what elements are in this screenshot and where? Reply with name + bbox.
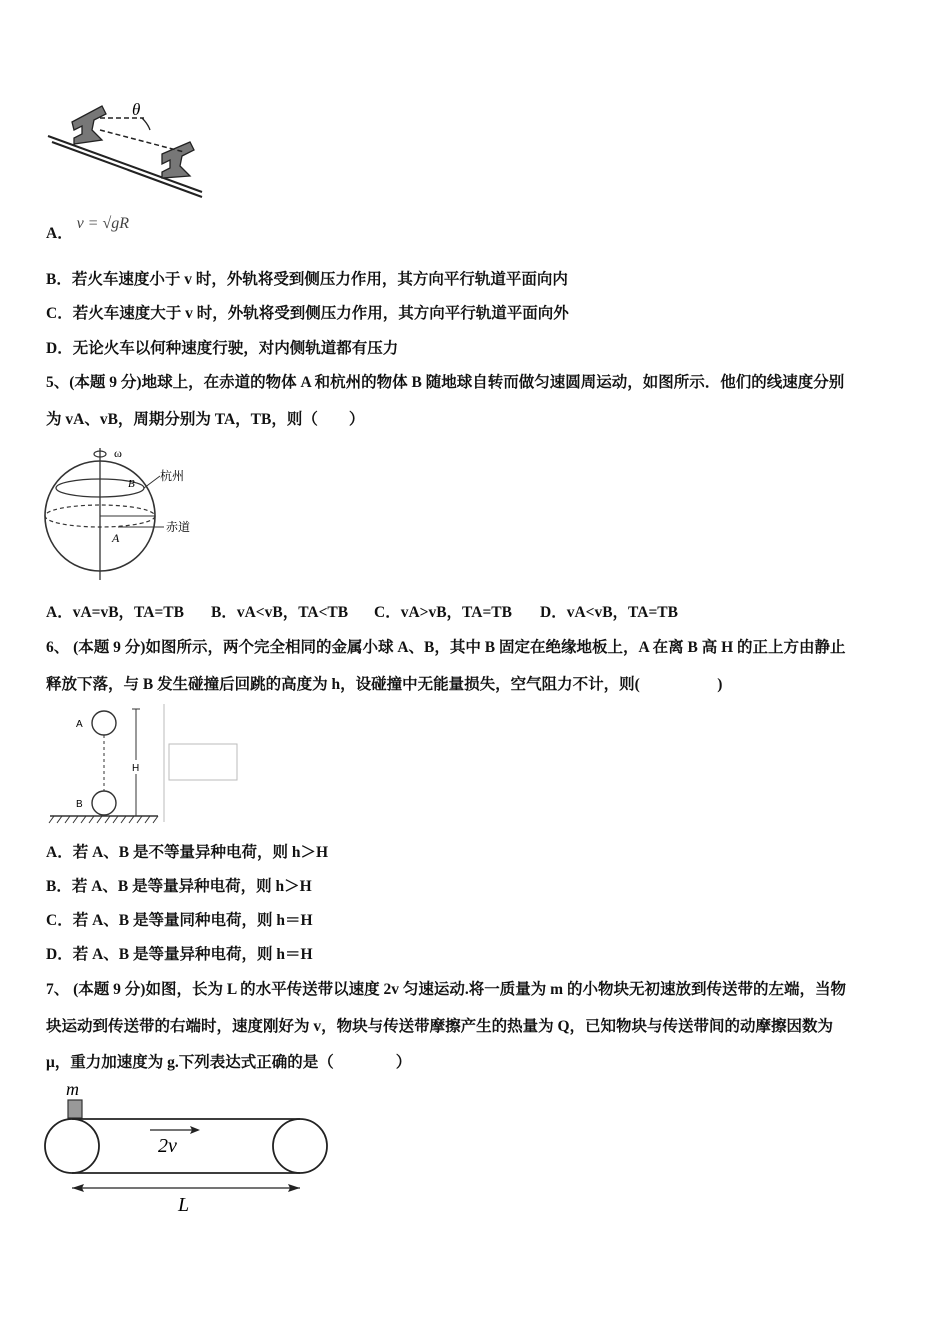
- q5-stem-line1: 5、(本题 9 分)地球上，在赤道的物体 A 和杭州的物体 B 随地球自转而做匀速圆周运动，如图所示．他们的线速度分别: [46, 374, 845, 391]
- mass-m-label: m: [66, 1079, 79, 1099]
- q6-option-d: D．若 A、B 是等量异种电荷，则 h＝H: [46, 946, 313, 963]
- q6-stem-line1: 6、 (本题 9 分)如图所示，两个完全相同的金属小球 A、B，其中 B 固定在绝缘地板上，A 在离 B 高 H 的正上方由静止: [46, 639, 846, 656]
- q4-option-a: [46, 215, 130, 244]
- q6-option-a: A．若 A、B 是不等量异种电荷，则 h＞H: [46, 844, 329, 861]
- earth-rotation-figure: [44, 440, 200, 582]
- length-l-label: L: [178, 1194, 190, 1216]
- q5-option-b: B．vA<vB，TA<TB: [211, 604, 349, 621]
- q7-stem-line3: μ，重力加速度为 g.下列表达式正确的是（ ）: [46, 1054, 412, 1071]
- q5-option-d: D．vA<vB，TA=TB: [540, 604, 678, 621]
- conveyor-belt-figure: [40, 1078, 340, 1216]
- hangzhou-label: 杭州: [160, 469, 185, 483]
- height-h-label: H: [132, 763, 140, 774]
- q6-stem-line2: 释放下落，与 B 发生碰撞后回跳的高度为 h，设碰撞中无能量损失，空气阻力不计，则( ): [46, 676, 723, 693]
- ball-a-label: A: [76, 719, 83, 730]
- point-a-label: A: [112, 531, 120, 545]
- q6-option-b: B．若 A、B 是等量异种电荷，则 h＞H: [46, 878, 312, 895]
- equator-label: 赤道: [166, 520, 191, 534]
- q7-stem-line2: 块运动到传送带的右端时，速度刚好为 v，物块与传送带摩擦产生的热量为 Q，已知物块与传送带间的动摩擦因数为: [46, 1018, 834, 1035]
- q5-option-c: C．vA>vB，TA=TB: [374, 604, 512, 621]
- q4-option-c: C．若火车速度大于 v 时，外轨将受到侧压力作用，其方向平行轨道平面向外: [46, 305, 569, 322]
- speed-2v-label: 2v: [158, 1135, 177, 1157]
- two-balls-figure: [46, 704, 246, 828]
- q5-stem-line2: 为 vA、vB，周期分别为 TA，TB，则（ ）: [46, 411, 365, 428]
- theta-label: θ: [132, 100, 141, 119]
- point-b-label: B: [128, 478, 135, 490]
- formula-v-sqrt-gR: v = √gR: [76, 215, 130, 232]
- q4-option-b: B．若火车速度小于 v 时，外轨将受到侧压力作用，其方向平行轨道平面向内: [46, 271, 568, 288]
- q6-option-c: C．若 A、B 是等量同种电荷，则 h＝H: [46, 912, 313, 929]
- q4-option-d: D．无论火车以何种速度行驶，对内侧轨道都有压力: [46, 340, 399, 357]
- q5-option-a: A．vA=vB，TA=TB: [46, 604, 184, 621]
- omega-label: ω: [114, 446, 122, 460]
- q7-stem-line1: 7、 (本题 9 分)如图，长为 L 的水平传送带以速度 2v 匀速运动.将一质量为 m 的小物块无初速放到传送带的左端，当物: [46, 981, 846, 998]
- q5-options: [46, 603, 678, 623]
- ball-b-label: B: [76, 799, 83, 810]
- rail-incline-figure: [44, 96, 210, 200]
- option-label: A．: [46, 225, 73, 242]
